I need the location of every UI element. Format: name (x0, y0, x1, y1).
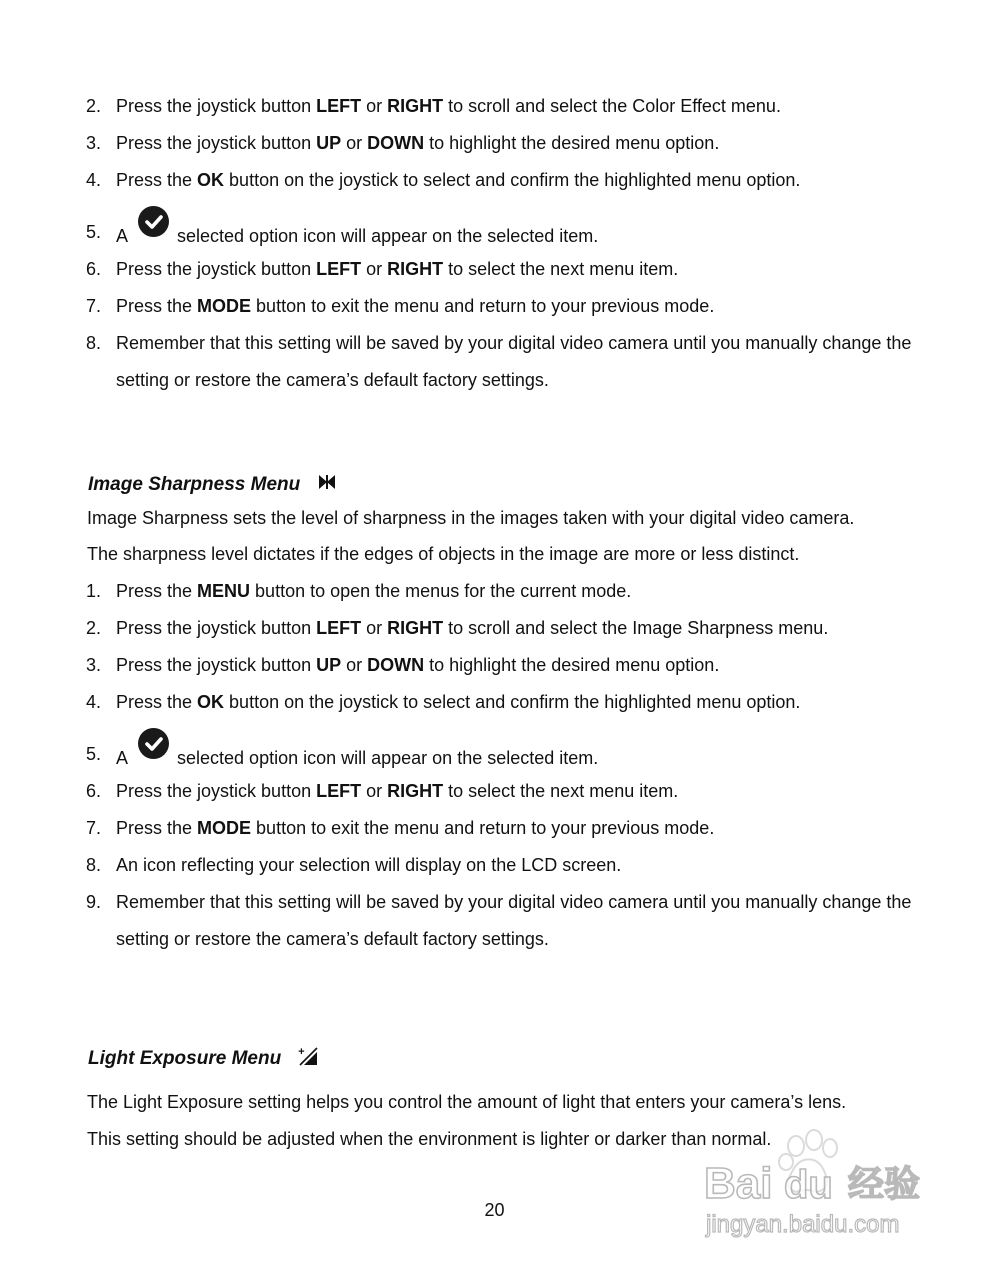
text-run: selected option icon will appear on the selected item. (177, 226, 599, 246)
list-item (86, 884, 916, 958)
list-item-text (116, 736, 916, 777)
text-run: button to exit the menu and return to your previous mode. (251, 296, 715, 316)
text-run: Press the joystick button (116, 259, 317, 279)
bold-term: OK (197, 170, 225, 190)
list-item-text (116, 647, 916, 684)
text-run: Press the (116, 581, 198, 601)
text-run: button on the joystick to select and confirm the highlighted menu option. (224, 170, 801, 190)
list-item-number: 4. (86, 692, 102, 712)
list-item (86, 125, 916, 162)
list-item-number: 7. (86, 818, 102, 838)
text-run: Remember that this setting will be saved by your digital video camera until you manually change the setting or restore the camera’s default factory settings. (116, 333, 912, 390)
list-item (86, 684, 916, 721)
bold-term: LEFT (316, 781, 362, 801)
list-item (86, 88, 916, 125)
list-item-text (116, 325, 916, 399)
list-item-number: 6. (86, 259, 102, 279)
list-item (86, 325, 916, 399)
list-item-number: 5. (86, 222, 102, 242)
list-item-text (116, 162, 916, 199)
list-item (86, 810, 916, 847)
bold-term: RIGHT (387, 781, 444, 801)
svg-text:+: + (298, 1046, 305, 1058)
text-run: A (116, 748, 129, 768)
list-item-text (116, 847, 916, 884)
text-run: or (361, 259, 388, 279)
text-run: or (361, 618, 388, 638)
text-run: Press the joystick button (116, 96, 317, 116)
bold-term: MENU (197, 581, 251, 601)
bold-term: LEFT (316, 259, 362, 279)
list-item (86, 736, 916, 777)
list-item (86, 251, 916, 288)
list-item (86, 647, 916, 684)
list-item (86, 610, 916, 647)
bold-term: RIGHT (387, 618, 444, 638)
bold-term: OK (197, 692, 225, 712)
text-run: Press the joystick button (116, 655, 317, 675)
sharpness-title: Image Sharpness Menu (88, 474, 301, 496)
text-run: Press the joystick button (116, 133, 317, 153)
exposure-icon (298, 1046, 318, 1072)
exposure-intro-2: This setting should be adjusted when the environment is lighter or darker than normal. (87, 1129, 772, 1149)
list-item-number: 2. (86, 96, 102, 116)
list-item-text (116, 610, 916, 647)
text-run: or (341, 133, 368, 153)
list-item-text (116, 773, 916, 810)
watermark-brand-a: Bai (704, 1159, 773, 1208)
list-item-text (116, 125, 916, 162)
bold-term: UP (316, 655, 342, 675)
text-run: to select the next menu item. (443, 781, 679, 801)
bold-term: LEFT (316, 618, 362, 638)
list-item-number: 5. (86, 744, 102, 764)
list-item-text (116, 810, 916, 847)
list-item (86, 573, 916, 610)
text-run: or (361, 781, 388, 801)
list-item-number: 7. (86, 296, 102, 316)
list-item-number: 4. (86, 170, 102, 190)
list-item-number: 3. (86, 655, 102, 675)
list-item-number: 3. (86, 133, 102, 153)
text-run: button on the joystick to select and confirm the highlighted menu option. (224, 692, 801, 712)
text-run: Press the (116, 170, 198, 190)
list-item-number: 9. (86, 892, 102, 912)
list-item (86, 162, 916, 199)
list-item (86, 288, 916, 325)
list-item-number: 6. (86, 781, 102, 801)
watermark-brand-cn: 经验 (848, 1164, 921, 1205)
list-item (86, 773, 916, 810)
exposure-heading (88, 1046, 318, 1072)
list-item-text (116, 88, 916, 125)
selected-check-icon (138, 206, 169, 237)
list-item (86, 214, 916, 255)
list-item-text (116, 573, 916, 610)
text-run: or (361, 96, 388, 116)
text-run: to highlight the desired menu option. (424, 133, 720, 153)
sharpness-icon (318, 474, 336, 496)
text-run: selected option icon will appear on the selected item. (177, 748, 599, 768)
text-run: Press the joystick button (116, 781, 317, 801)
watermark-brand-b: du (784, 1163, 833, 1207)
text-run: to scroll and select the Image Sharpness menu. (443, 618, 829, 638)
text-run: to scroll and select the Color Effect menu. (443, 96, 781, 116)
text-run: or (341, 655, 368, 675)
text-run: Press the (116, 818, 198, 838)
bold-term: LEFT (316, 96, 362, 116)
selected-check-icon (138, 728, 169, 759)
bold-term: DOWN (367, 133, 425, 153)
page-number: 20 (484, 1200, 505, 1220)
bold-term: MODE (197, 296, 252, 316)
list-item-number: 2. (86, 618, 102, 638)
text-run: Press the (116, 692, 198, 712)
exposure-intro-1: The Light Exposure setting helps you control the amount of light that enters your camera’s lens. (87, 1092, 847, 1112)
baidu-watermark (700, 1128, 940, 1243)
text-run: An icon reflecting your selection will display on the LCD screen. (116, 855, 622, 875)
text-run: Remember that this setting will be saved by your digital video camera until you manually change the setting or restore the camera’s default factory settings. (116, 892, 912, 949)
text-run: button to exit the menu and return to your previous mode. (251, 818, 715, 838)
list-item-text (116, 684, 916, 721)
bold-term: MODE (197, 818, 252, 838)
bold-term: RIGHT (387, 259, 444, 279)
text-run: to select the next menu item. (443, 259, 679, 279)
bold-term: UP (316, 133, 342, 153)
list-item-text (116, 214, 916, 255)
exposure-title: Light Exposure Menu (88, 1048, 282, 1070)
text-run: Press the (116, 296, 198, 316)
list-item-number: 1. (86, 581, 102, 601)
list-item-number: 8. (86, 333, 102, 353)
bold-term: DOWN (367, 655, 425, 675)
sharpness-intro-2: The sharpness level dictates if the edges of objects in the image are more or less distinct. (87, 544, 800, 564)
list-item-text (116, 884, 916, 958)
list-item (86, 847, 916, 884)
sharpness-heading (88, 474, 336, 496)
watermark-url: jingyan.baidu.com (706, 1211, 900, 1238)
bold-term: RIGHT (387, 96, 444, 116)
text-run: button to open the menus for the current mode. (250, 581, 632, 601)
text-run: Press the joystick button (116, 618, 317, 638)
list-item-number: 8. (86, 855, 102, 875)
sharpness-intro-1: Image Sharpness sets the level of sharpness in the images taken with your digital video camera. (87, 508, 855, 528)
text-run: A (116, 226, 129, 246)
list-item-text (116, 251, 916, 288)
list-item-text (116, 288, 916, 325)
text-run: to highlight the desired menu option. (424, 655, 720, 675)
